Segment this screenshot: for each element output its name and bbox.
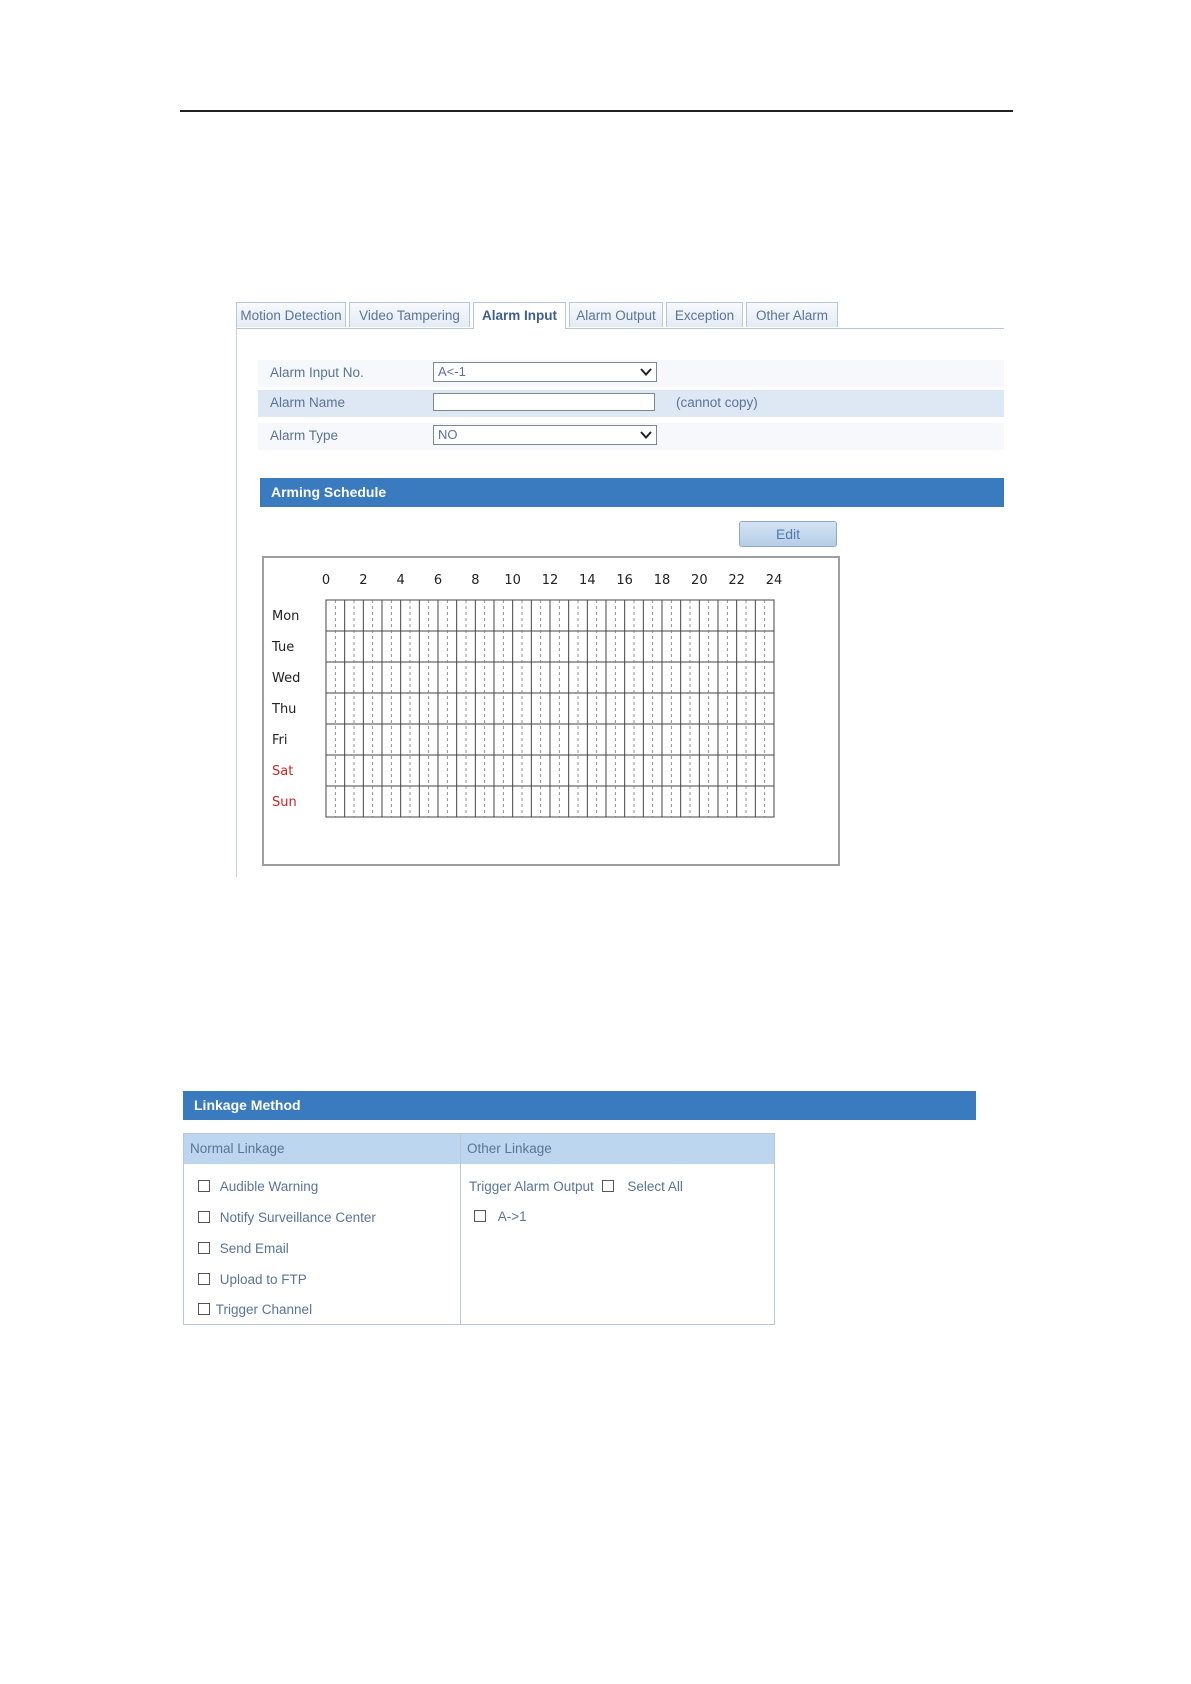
- tab-exception[interactable]: Exception: [666, 302, 743, 327]
- column-divider: [460, 1134, 461, 1324]
- hour-label: 10: [504, 573, 521, 588]
- arming-schedule-header: Arming Schedule: [260, 478, 1004, 507]
- normal-linkage-header: Normal Linkage: [184, 1134, 460, 1164]
- alarm-input-no-value: A<-1: [438, 364, 466, 379]
- alarm-input-no-row: [258, 360, 1004, 387]
- alarm-input-no-select[interactable]: [433, 362, 657, 382]
- alarm-input-panel: [236, 300, 1004, 877]
- send-email-label: Send Email: [219, 1241, 289, 1256]
- trigger-alarm-output-row: [469, 1179, 683, 1194]
- upload-ftp-option[interactable]: [198, 1272, 307, 1287]
- tab-alarm-input[interactable]: Alarm Input: [473, 302, 566, 329]
- edit-schedule-button[interactable]: Edit: [739, 521, 837, 547]
- alarm-name-hint: (cannot copy): [676, 395, 758, 410]
- output-a1-checkbox[interactable]: [474, 1210, 486, 1222]
- hour-label: 2: [359, 573, 368, 588]
- tab-video-tampering[interactable]: Video Tampering: [349, 302, 470, 327]
- alarm-type-value: NO: [438, 427, 458, 442]
- hour-label: 0: [321, 573, 331, 588]
- day-label: Mon: [272, 609, 300, 624]
- upload-ftp-label: Upload to FTP: [219, 1272, 307, 1287]
- hour-label: 18: [653, 573, 671, 588]
- hour-label: 22: [728, 573, 745, 588]
- day-label: Wed: [272, 671, 301, 686]
- tab-other-alarm[interactable]: Other Alarm: [746, 302, 838, 327]
- trigger-alarm-output-label: Trigger Alarm Output: [469, 1179, 594, 1194]
- alarm-type-label: Alarm Type: [270, 428, 339, 443]
- notify-center-option[interactable]: [198, 1210, 376, 1225]
- send-email-checkbox[interactable]: [198, 1242, 210, 1254]
- alarm-name-input[interactable]: [433, 393, 655, 411]
- send-email-option[interactable]: [198, 1241, 289, 1256]
- linkage-table: [183, 1133, 775, 1325]
- hour-label: 12: [541, 573, 559, 588]
- audible-warning-checkbox[interactable]: [198, 1180, 210, 1192]
- hour-label: 24: [765, 573, 783, 588]
- trigger-channel-option[interactable]: [198, 1302, 312, 1317]
- upload-ftp-checkbox[interactable]: [198, 1273, 210, 1285]
- alarm-type-select[interactable]: [433, 425, 657, 445]
- page-top-rule: [180, 110, 1013, 112]
- day-label: Thu: [272, 702, 297, 717]
- alarm-type-row: [258, 423, 1004, 450]
- alarm-name-label: Alarm Name: [270, 395, 346, 410]
- hour-label: 4: [396, 573, 405, 588]
- select-all-label[interactable]: Select All: [627, 1179, 683, 1194]
- notify-center-label: Notify Surveillance Center: [219, 1210, 376, 1225]
- tab-alarm-output[interactable]: Alarm Output: [569, 302, 663, 327]
- day-label: Fri: [272, 733, 288, 748]
- arming-schedule-grid[interactable]: [262, 556, 840, 866]
- hour-label: 14: [579, 573, 596, 588]
- output-a1-option[interactable]: [474, 1209, 527, 1224]
- audible-warning-label: Audible Warning: [219, 1179, 319, 1194]
- trigger-channel-checkbox[interactable]: [198, 1303, 210, 1315]
- output-a1-label: A->1: [497, 1209, 527, 1224]
- notify-center-checkbox[interactable]: [198, 1211, 210, 1223]
- chevron-down-icon: [639, 365, 653, 379]
- hour-label: 6: [433, 573, 443, 588]
- day-label: Sat: [272, 764, 294, 779]
- schedule-timeline[interactable]: [264, 558, 838, 864]
- panel-border: [236, 305, 237, 877]
- alarm-name-row: [258, 390, 1004, 417]
- hour-label: 8: [471, 573, 480, 588]
- linkage-method-header: Linkage Method: [183, 1091, 976, 1120]
- tab-motion-detection[interactable]: Motion Detection: [236, 302, 346, 327]
- linkage-method-panel: [183, 1091, 976, 1327]
- hour-label: 20: [691, 573, 708, 588]
- chevron-down-icon: [639, 428, 653, 442]
- select-all-checkbox[interactable]: [602, 1180, 614, 1192]
- other-linkage-header: Other Linkage: [461, 1134, 774, 1164]
- alarm-input-no-label: Alarm Input No.: [270, 365, 364, 380]
- tab-bar: [236, 300, 1004, 329]
- day-label: Sun: [272, 795, 297, 810]
- hour-label: 16: [616, 573, 633, 588]
- day-label: Tue: [272, 640, 295, 655]
- trigger-channel-label: Trigger Channel: [215, 1302, 313, 1317]
- audible-warning-option[interactable]: [198, 1179, 318, 1194]
